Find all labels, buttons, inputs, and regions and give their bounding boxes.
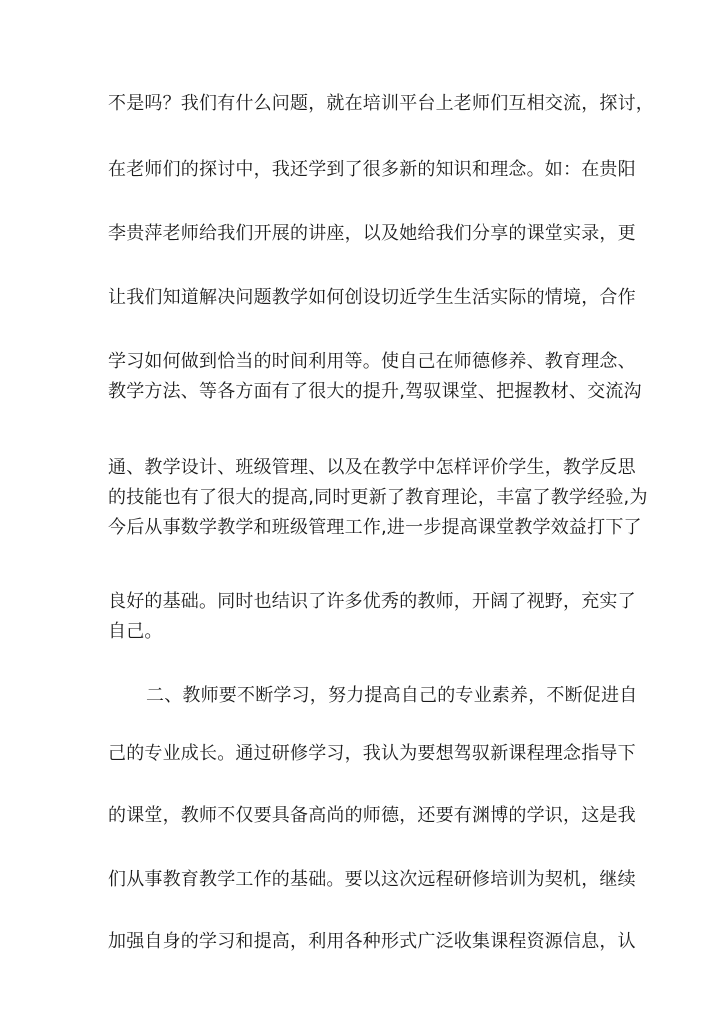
- text-line: 教学方法、等各方面有了很大的提升,驾驭课堂、把握教材、交流沟: [108, 381, 642, 402]
- text-line: 己的专业成长。通过研修学习，我认为要想驾驭新课程理念指导下: [108, 743, 636, 764]
- text-line: 通、教学设计、班级管理、以及在教学中怎样评价学生，教学反思: [108, 457, 636, 478]
- section-heading-line: 二、教师要不断学习，努力提高自己的专业素养，不断促进自: [146, 685, 638, 706]
- text-line: 自己。: [108, 621, 163, 642]
- text-line: 们从事教育教学工作的基础。要以这次远程研修培训为契机，继续: [108, 869, 636, 890]
- text-line: 的课堂，教师不仅要具备高尚的师德，还要有渊博的学识，这是我: [108, 805, 636, 826]
- text-line: 学习如何做到恰当的时间利用等。使自己在师德修养、教育理念、: [108, 351, 636, 372]
- text-line: 加强自身的学习和提高，利用各种形式广泛收集课程资源信息，认: [108, 931, 636, 952]
- text-line: 让我们知道解决问题教学如何创设切近学生生活实际的情境，合作: [108, 287, 636, 308]
- text-line: 李贵萍老师给我们开展的讲座，以及她给我们分享的课堂实录，更: [108, 223, 636, 244]
- text-line: 良好的基础。同时也结识了许多优秀的教师，开阔了视野，充实了: [108, 591, 636, 612]
- text-line: 不是吗？我们有什么问题，就在培训平台上老师们互相交流，探讨，: [108, 93, 654, 114]
- text-line: 今后从事数学教学和班级管理工作,进一步提高课堂教学效益打下了: [108, 517, 642, 538]
- text-line: 的技能也有了很大的提高,同时更新了教育理论，丰富了教学经验,为: [108, 487, 648, 508]
- text-line: 在老师们的探讨中，我还学到了很多新的知识和理念。如：在贵阳: [108, 159, 636, 180]
